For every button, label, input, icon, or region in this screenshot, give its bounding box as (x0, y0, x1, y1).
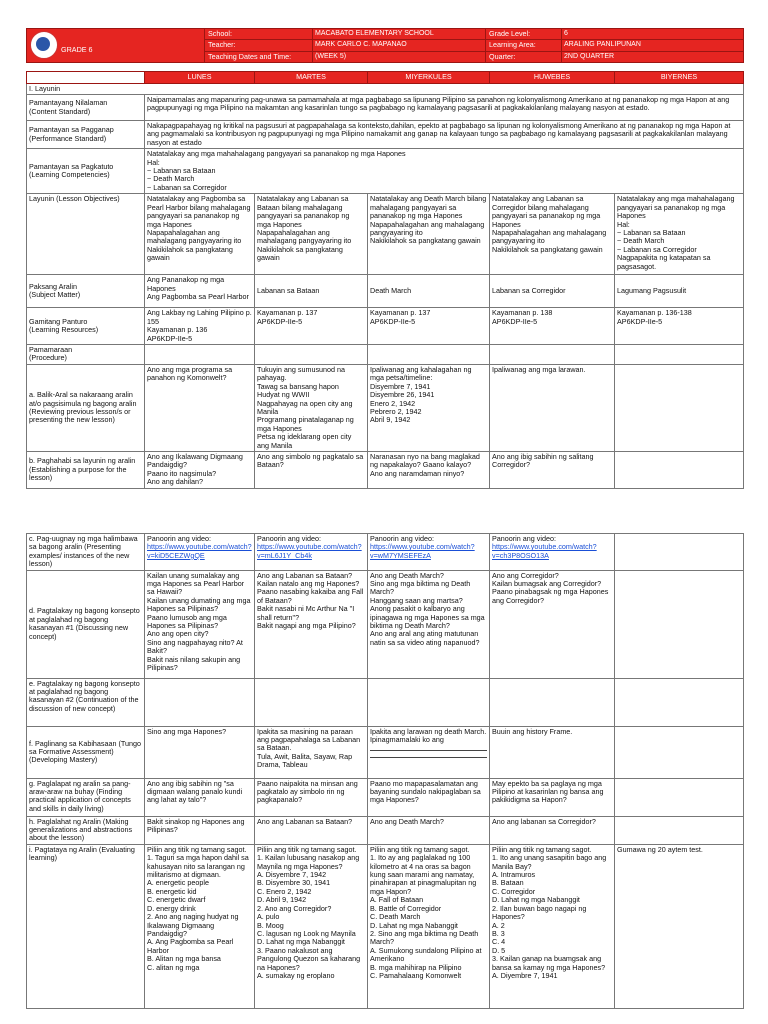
review-cell: Ipaliwanag ang kahalagahan ng mga petsa/timeline: Disyembre 7, 1941 Disyembre 26, 1941 Enero 2, 1942 Pebrero 2, 1942 Abril 9, 1942 (368, 364, 490, 451)
dll-page-1 (26, 28, 743, 489)
mastery-cell: Buuin ang history Frame. (490, 726, 615, 778)
section-layunin: I. Layunin (27, 83, 744, 94)
teacher-label: Teacher: (205, 40, 313, 51)
evaluation-cell: Gumawa ng 20 aytem test. (615, 844, 744, 1008)
purpose-cell: Ano ang ibig sabihin ng salitang Corregidor? (490, 451, 615, 488)
generalization-cell: Ano ang Labanan sa Bataan? (255, 816, 368, 844)
review-label: a. Balik-Aral sa nakaraang aralin at/o pagsisimula ng bagong aralin (Reviewing previous lesson/s or presenting the new lesson) (27, 364, 145, 451)
examples-cell: Panoorin ang video: https://www.youtube.com/watch?v=ch3P8OSO13A (490, 534, 615, 571)
application-cell: Ano ang ibig sabihin ng "sa digmaan walang panalo kundi ang lahat ay talo"? (145, 778, 255, 816)
performance-standard-text: Nakapagpapahayag ng kritikal na pagsusuri at pagpapahalaga sa konteksto,dahilan, epekto at pagbabago sa lipunan ng kolonyalismong Amerikano at ng pananakop ng mga Hapon at ang pagmamalaki sa kontribusyon ng pagpupunyagi ng mga Pilipino namakamit ang ganap na kalayaan tungo sa pagbabago ng kamalayang pagsasarili at pagkakakilanlan malayang nasyon at estado (145, 121, 744, 149)
purpose-cell: Naranasan nyo na bang maglakad ng napakalayo? Gaano kalayo? Ano ang naramdaman ninyo? (368, 451, 490, 488)
day-tuesday: MARTES (255, 72, 368, 83)
purpose-label: b. Paghahabi sa layunin ng aralin (Establishing a purpose for the lesson) (27, 451, 145, 488)
examples-cell: Panoorin ang video: https://www.youtube.com/watch?v=wM7YMSEFEzA (368, 534, 490, 571)
evaluation-label: i. Pagtataya ng Aralin (Evaluating learning) (27, 844, 145, 1008)
lesson-table-page-2 (26, 533, 744, 1009)
concept1-label: d. Pagtalakay ng bagong konsepto at paglalahad ng bagong kasanayan #1 (Discussing new concept) (27, 570, 145, 678)
purpose-cell (615, 451, 744, 488)
objectives-cell: Natatalakay ang Labanan sa Corregidor bilang mahalagang pangyayari sa pananakop ng mga Hapones Napapahalagahan ang mahalagang pangyayaring ito Nakikilahok sa pangkatang gawain (490, 194, 615, 275)
application-cell: May epekto ba sa paglaya ng mga Pilipino at kasarinlan ng bansa ang pakikidigma sa Hapon? (490, 778, 615, 816)
header-logo-cell (27, 29, 205, 71)
competencies-label: Pamantayan sa Pagkatuto (Learning Competencies) (27, 149, 145, 194)
objectives-cell: Natatalakay ang Labanan sa Bataan bilang mahalagang pangyayari sa pananakop ng mga Hapones Napapahalagahan ang mahalagang pangyayaring ito Nakikilahok sa pangkatang gawain (255, 194, 368, 275)
resources-cell: Kayamanan p. 137 AP6KDP-IIe-5 (255, 308, 368, 345)
generalization-cell: Bakit sinakop ng Hapones ang Pilipinas? (145, 816, 255, 844)
concept1-cell (615, 570, 744, 678)
mastery-cell: Ipakita ang larawan ng death March. Ipinagmamalaki ko ang (368, 726, 490, 778)
concept1-cell: Kailan unang sumalakay ang mga Hapones sa Pearl Harbor sa Hawaii? Kailan unang dumating ang mga Hapones sa Pilipinas? Paano lumusob ang mga Hapones sa Pilipinas? Ano ang open city? Sino ang nagpahayag nito? At Bakit? Bakit nais nilang sakupin ang Pilipinas? (145, 570, 255, 678)
content-standard-text: Naipamamalas ang mapanuring pag-unawa sa pamamahala at mga pagbabago sa lipunang Pilipino sa panahon ng kolonyalismong Amerikano at ng pananakop ng mga Hapon at ang pagpupunyagi ng mga Pilipino na makamtan ang kasarinlan tungo sa pagbabago ng kamalayang pagsasarili at pagkakakilanlang malayang nasyon at estado. (145, 95, 744, 121)
review-cell: Ipaliwanag ang mga larawan. (490, 364, 615, 451)
dll-page-2 (26, 533, 743, 1009)
day-monday: LUNES (145, 72, 255, 83)
lesson-table-page-1 (26, 71, 744, 488)
concept2-label: e. Pagtalakay ng bagong konsepto at paglalahad ng bagong kasanayan #2 (Continuation of the discussion of new concept) (27, 678, 145, 726)
video-link[interactable]: https://www.youtube.com/watch?v=kiD5CEZWgQE (147, 542, 252, 560)
resources-cell: Kayamanan p. 138 AP6KDP-IIe-5 (490, 308, 615, 345)
resources-cell: Kayamanan p. 136-138 AP6KDP-IIe-5 (615, 308, 744, 345)
generalization-label: h. Paglalahat ng Aralin (Making generalizations and abstractions about the lesson) (27, 816, 145, 844)
purpose-cell: Ano ang Ikalawang Digmaang Pandaigdig? Paano ito nagsimula? Ano ang dahilan? (145, 451, 255, 488)
subject-matter-label: Paksang Aralin (Subject Matter) (27, 275, 145, 308)
dates-label: Teaching Dates and Time: (205, 51, 313, 62)
quarter-label: Quarter: (486, 51, 562, 62)
log-title: DAILY LESSON LOG (61, 61, 130, 71)
review-cell (615, 364, 744, 451)
purpose-cell: Ano ang simbolo ng pagkatalo sa Bataan? (255, 451, 368, 488)
application-cell (615, 778, 744, 816)
grade-label: GRADE 6 (61, 45, 93, 55)
procedure-label: Pamamaraan (Procedure) (27, 344, 145, 364)
video-link[interactable]: https://www.youtube.com/watch?v=ch3P8OSO13A (492, 542, 597, 560)
mastery-label: f. Paglinang sa Kabihasaan (Tungo sa Formative Assessment) (Developing Mastery) (27, 726, 145, 778)
school-value: MACABATO ELEMENTARY SCHOOL (313, 29, 486, 40)
answer-line (370, 751, 487, 758)
objectives-cell: Natatalakay ang mga mahahalagang pangyayari sa pananakop ng mga Hapones Hal: ~ Labanan sa Bataan ~ Death March ~ Labanan sa Corregidor Nagpapakita ng katapatan sa pagsasagot. (615, 194, 744, 275)
teacher-value: MARK CARLO C. MAPANAO (313, 40, 486, 51)
competencies-text: Natatalakay ang mga mahahalagang pangyayari sa pananakop ng mga Hapones Hal: ~ Labanan sa Bataan ~ Death March ~ Labanan sa Corregidor (145, 149, 744, 194)
concept1-cell: Ano ang Death March? Sino ang mga biktima ng Death March? Hanggang saan ang martsa? Anong pasakit o kalbaryo ang ipinagawa ng mga Hapones sa mga biktima ng Death March? Ano ang aral ang ating matutunan natin sa sa video ating napanuod? (368, 570, 490, 678)
concept1-cell: Ano ang Corregidor? Kailan bumagsak ang Corregidor? Paano pinabagsak ng mga Hapones ang Corregidor? (490, 570, 615, 678)
review-cell: Ano ang mga programa sa panahon ng Komonwelt? (145, 364, 255, 451)
video-link[interactable]: https://www.youtube.com/watch?v=wM7YMSEFEzA (370, 542, 475, 560)
resources-cell: Kayamanan p. 137 AP6KDP-IIe-5 (368, 308, 490, 345)
application-cell: Paano mo mapapasalamatan ang bayaning sundalo nakipaglaban sa mga Hapones? (368, 778, 490, 816)
video-link[interactable]: https://www.youtube.com/watch?v=mL6J1Y_Cb4k (257, 542, 362, 560)
examples-cell: Panoorin ang video: https://www.youtube.com/watch?v=kiD5CEZWgQE (145, 534, 255, 571)
quarter-value: 2ND QUARTER (562, 51, 744, 62)
day-thursday: HUWEBES (490, 72, 615, 83)
subject-matter-cell: Labanan sa Bataan (255, 275, 368, 308)
subject-matter-cell: Labanan sa Corregidor (490, 275, 615, 308)
subject-matter-cell: Death March (368, 275, 490, 308)
examples-cell: Panoorin ang video: https://www.youtube.com/watch?v=mL6J1Y_Cb4k (255, 534, 368, 571)
grade-level-value: 6 (562, 29, 744, 40)
learning-area-value: ARALING PANLIPUNAN (562, 40, 744, 51)
objectives-label: Layunin (Lesson Objectives) (27, 194, 145, 275)
grade-level-label: Grade Level: (486, 29, 562, 40)
learning-area-label: Learning Area: (486, 40, 562, 51)
mastery-cell (615, 726, 744, 778)
objectives-cell: Natatalakay ang Death March bilang mahalagang pangyayari sa pananakop ng mga Hapones Napapahalagahan ang mahalagang pangyayaring ito Nakikilahok sa pangkatang gawain (368, 194, 490, 275)
application-cell: Paano naipakita na minsan ang pagkatalo ay simbolo rin ng pagkapanalo? (255, 778, 368, 816)
application-label: g. Paglalapat ng aralin sa pang-araw-araw na buhay (Finding practical application of concepts and skills in daily living) (27, 778, 145, 816)
objectives-cell: Natatalakay ang Pagbomba sa Pearl Harbor bilang mahalagang pangyayari sa pananakop ng mga Hapones Napapahalagahan ang mahalagang pangyayaring ito Nakikilahok sa pangkatang gawain (145, 194, 255, 275)
evaluation-cell: Piliin ang titik ng tamang sagot. 1. Ito ang unang sasapitin bago ang Manila Bay? A. Intramuros B. Bataan C. Corregidor D. Lahat ng mga Nabanggit 2. Ilan buwan bago nagapi ng Hapones? A. 2 B. 3 C. 4 D. 5 3. Kailan ganap na buamgsak ang bansa sa kamay ng mga Hapones? A. Diyembre 7, 1941 (490, 844, 615, 1008)
school-label: School: (205, 29, 313, 40)
content-standard-label: Pamantayang Nilalaman (Content Standard) (27, 95, 145, 121)
mastery-cell: Sino ang mga Hapones? (145, 726, 255, 778)
examples-label: c. Pag-uugnay ng mga halimbawa sa bagong aralin (Presenting examples/ instances of the new lesson) (27, 534, 145, 571)
day-wednesday: MIYERKULES (368, 72, 490, 83)
evaluation-cell: Piliin ang titik ng tamang sagot. 1. Ito ay ang paglalakad ng 100 kilometro at 4 na oras sa bagon kung saan marami ang namatay, pinahirapan at pinagmalupitan ng mga Hapon? A. Fall of Bataan B. Battle of Corregidor C. Death March D. Lahat ng mga Nabanggit 2. Sino ang mga biktima ng Death March? A. Sumukong sundalong Pilipino at Amerikano B. mga mahihirap na Pilipino C. Pamahalaang Komonwelt (368, 844, 490, 1008)
dates-value: (WEEK 5) (313, 51, 486, 62)
header-table (26, 28, 744, 71)
resources-cell: Ang Lakbay ng Lahing Pilipino p. 155 Kayamanan p. 136 AP6KDP-IIe-5 (145, 308, 255, 345)
performance-standard-label: Pamantayan sa Pagganap (Performance Standard) (27, 121, 145, 149)
concept1-cell: Ano ang Labanan sa Bataan? Kailan natalo ang mg Hapones? Paano nasabing kakaiba ang Fall of Bataan? Bakit nasabi ni Mc Arthur Na "I shall return"? Bakit nagapi ang mga Pilipino? (255, 570, 368, 678)
mastery-cell: Ipakita sa masining na paraan ang pagpapahalaga sa Labanan sa Bataan. Tula, Awit, Balita, Sayaw, Rap Drama, Tableau (255, 726, 368, 778)
generalization-cell: Ano ang labanan sa Corregidor? (490, 816, 615, 844)
evaluation-cell: Piliin ang titik ng tamang sagot. 1. Taguri sa mga hapon dahil sa kahusayan nito sa larangan ng militarismo at digmaan. A. energetic people B. energetic kid C. energetic dwarf D. energy drink 2. Ano ang naging hudyat ng Ikalawang Digmaang Pandaigdig? A. Ang Pagbomba sa Pearl Harbor B. Alitan ng mga bansa C. alitan ng mga (145, 844, 255, 1008)
days-header-row (27, 72, 744, 83)
generalization-cell: Ano ang Death March? (368, 816, 490, 844)
subject-matter-cell: Lagumang Pagsusulit (615, 275, 744, 308)
answer-line (370, 744, 487, 751)
deped-seal-icon (30, 31, 58, 59)
day-friday: BIYERNES (615, 72, 744, 83)
subject-matter-cell: Ang Pananakop ng mga Hapones Ang Pagbomba sa Pearl Harbor (145, 275, 255, 308)
resources-label: Gamitang Panturo (Learning Resources) (27, 308, 145, 345)
evaluation-cell: Piliin ang titik ng tamang sagot. 1. Kailan lubusang nasakop ang Maynila ng mga Hapones? A. Disyembre 7, 1942 B. Disyembre 30, 1941 C. Enero 2, 1942 D. Abril 9, 1942 2. Ano ang Corregidor? A. pulo B. Moog C. lagusan ng Look ng Maynila D. Lahat ng mga Nabanggit 3. Paano nakalusot ang Pangulong Quezon sa kaharang na Hapones? A. sumakay ng eroplano (255, 844, 368, 1008)
generalization-cell (615, 816, 744, 844)
review-cell: Tukuyin ang sumusunod na pahayag. Tawag sa bansang hapon Hudyat ng WWII Nagpahayag na open city ang Manila Programang pinatalaganap ng mga Hapones Petsa ng ideklarang open city ang Manila (255, 364, 368, 451)
